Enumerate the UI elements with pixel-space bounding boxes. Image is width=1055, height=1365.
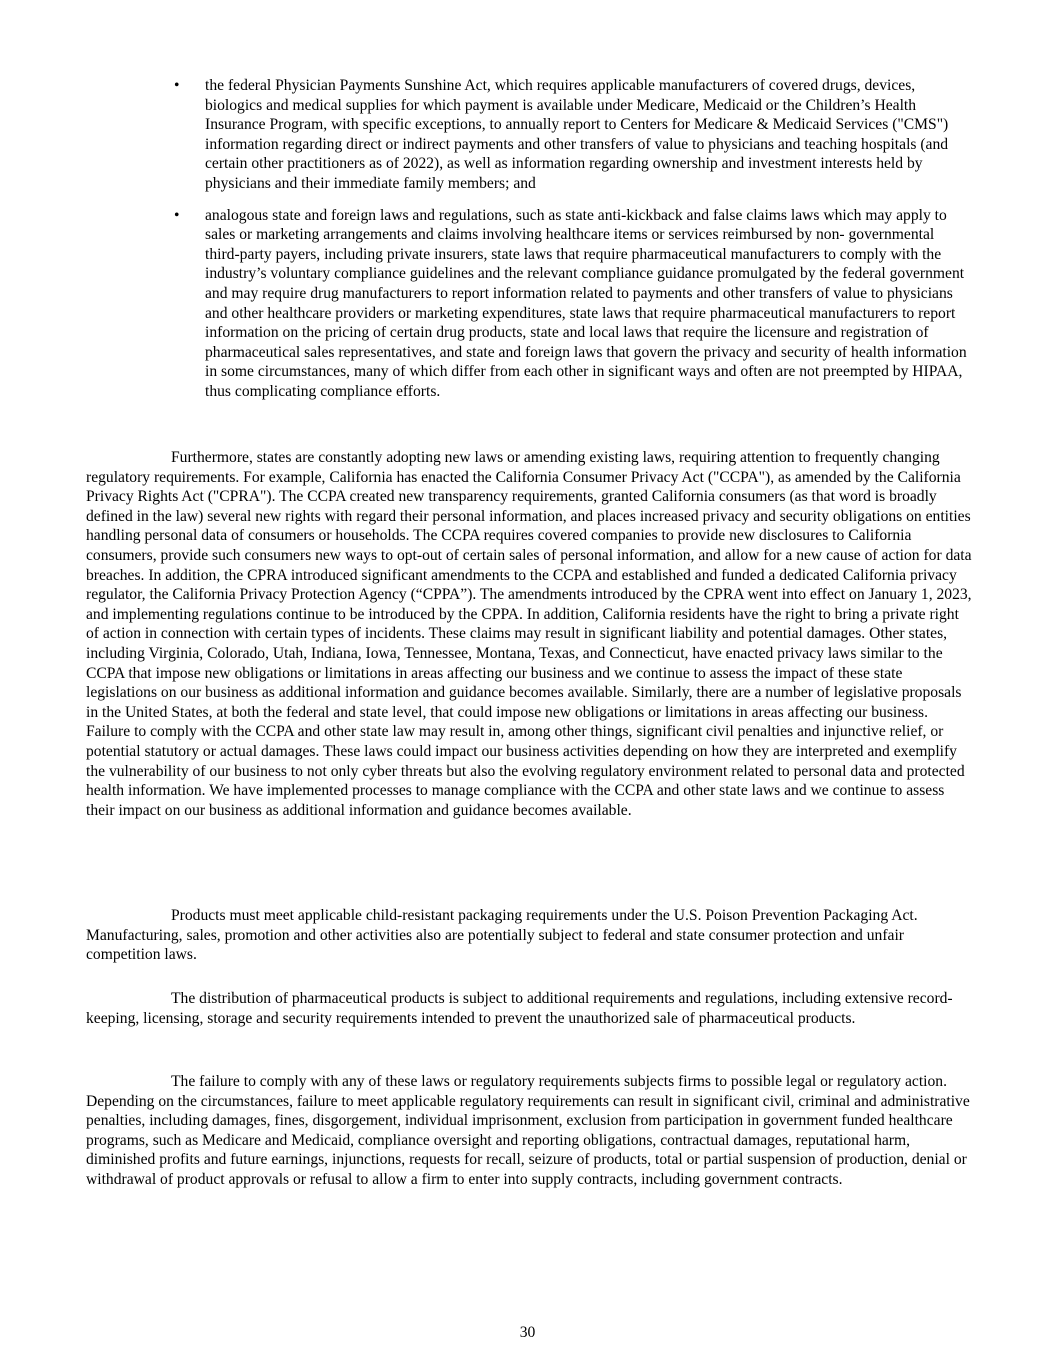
bullet-icon: • xyxy=(174,77,180,94)
bullet-list xyxy=(172,76,972,414)
list-item xyxy=(172,76,972,194)
list-item xyxy=(172,206,972,402)
paragraph-compliance-failure: The failure to comply with any of these laws or regulatory requirements subjects firms to possible legal or regulatory action. Depending on the circumstances, failure to meet applicable regulatory requirements can result in significant civil, criminal and administrative penalties, including damages, fines, disgorgement, individual imprisonment, exclusion from participation in government funded healthcare programs, such as Medicare and Medicaid, compliance oversight and reporting obligations, contractual damages, reputational harm, diminished profits and future earnings, injunctions, requests for recall, seizure of products, total or partial suspension of production, denial or withdrawal of product approvals or refusal to allow a firm to enter into supply contracts, including government contracts. xyxy=(86,1073,970,1188)
paragraph-distribution: The distribution of pharmaceutical products is subject to additional requirements and regulations, including extensive record-keeping, licensing, storage and security requirements intended to prevent the unauthorized sale of pharmaceutical products. xyxy=(86,990,953,1027)
bullet-text: the federal Physician Payments Sunshine Act, which requires applicable manufacturers of covered drugs, devices, biologics and medical supplies for which payment is available under Medicare, Medicaid or the Children’s Health Insurance Program, with specific exceptions, to annually report to Centers for Medicare & Medicaid Services ("CMS") information regarding direct or indirect payments and other transfers of value to physicians and teaching hospitals (and certain other practitioners as of 2022), as well as information regarding ownership and investment interests held by physicians and their immediate family members; and xyxy=(205,77,949,192)
paragraph-privacy-laws: Furthermore, states are constantly adopting new laws or amending existing laws, requiring attention to frequently changing regulatory requirements. For example, California has enacted the California Consumer Privacy Act ("CCPA"), as amended by the California Privacy Rights Act ("CPRA"). The CCPA created new transparency requirements, granted California consumers (as that word is broadly defined in the law) several new rights with regard their personal information, and places increased privacy and security obligations on entities handling personal data of consumers or households. The CCPA requires covered companies to provide new disclosures to California consumers, provide such consumers new ways to opt-out of certain sales of personal information, and allow for a new cause of action for data breaches. In addition, the CPRA introduced significant amendments to the CCPA and established and funded a dedicated California privacy regulator, the California Privacy Protection Agency (“CPPA”). The amendments introduced by the CPRA went into effect on January 1, 2023, and implementing regulations continue to be introduced by the CPPA. In addition, California residents have the right to bring a private right of action in connection with certain types of incidents. These claims may result in significant liability and potential damages. Other states, including Virginia, Colorado, Utah, Indiana, Iowa, Tennessee, Montana, Texas, and Connecticut, have enacted privacy laws similar to the CCPA that impose new obligations or limitations in areas affecting our business and we continue to assess the impact of these state legislations on our business as additional information and guidance becomes available. Similarly, there are a number of legislative proposals in the United States, at both the federal and state level, that could impose new obligations or limitations in areas affecting our business. Failure to comply with the CCPA and other state law may result in, among other things, significant civil penalties and injunctive relief, or potential statutory or actual damages. These laws could impact our business activities depending on how they are interpreted and exemplify the vulnerability of our business to not only cyber threats but also the evolving regulatory environment related to personal data and protected health information. We have implemented processes to manage compliance with the CCPA and other state laws and we continue to assess their impact on our business as additional information and guidance becomes available. xyxy=(86,449,972,819)
paragraph-packaging: Products must meet applicable child-resistant packaging requirements under the U.S. Poison Prevention Packaging Act. Manufacturing, sales, promotion and other activities also are potentially subject to federal and state consumer protection and unfair competition laws. xyxy=(86,907,918,964)
page-number: 30 xyxy=(519,1324,536,1341)
bullet-icon: • xyxy=(174,206,180,224)
bullet-text: analogous state and foreign laws and regulations, such as state anti-kickback and false claims laws which may apply to sales or marketing arrangements and claims involving healthcare items or services reimbursed by non- governmental third-party payers, including private insurers, state laws that require pharmaceutical manufacturers to comply with the industry’s voluntary compliance guidelines and the relevant compliance guidance promulgated by the federal government and may require drug manufacturers to report information related to payments and other transfers of value to physicians and other healthcare providers or marketing expenditures, state laws that require pharmaceutical manufacturers to report information on the pricing of certain drug products, state and local laws that require the licensure and registration of pharmaceutical sales representatives, and state and foreign laws that govern the privacy and security of health information in some circumstances, many of which differ from each other in significant ways and often are not preempted by HIPAA, thus complicating compliance efforts. xyxy=(205,206,967,400)
